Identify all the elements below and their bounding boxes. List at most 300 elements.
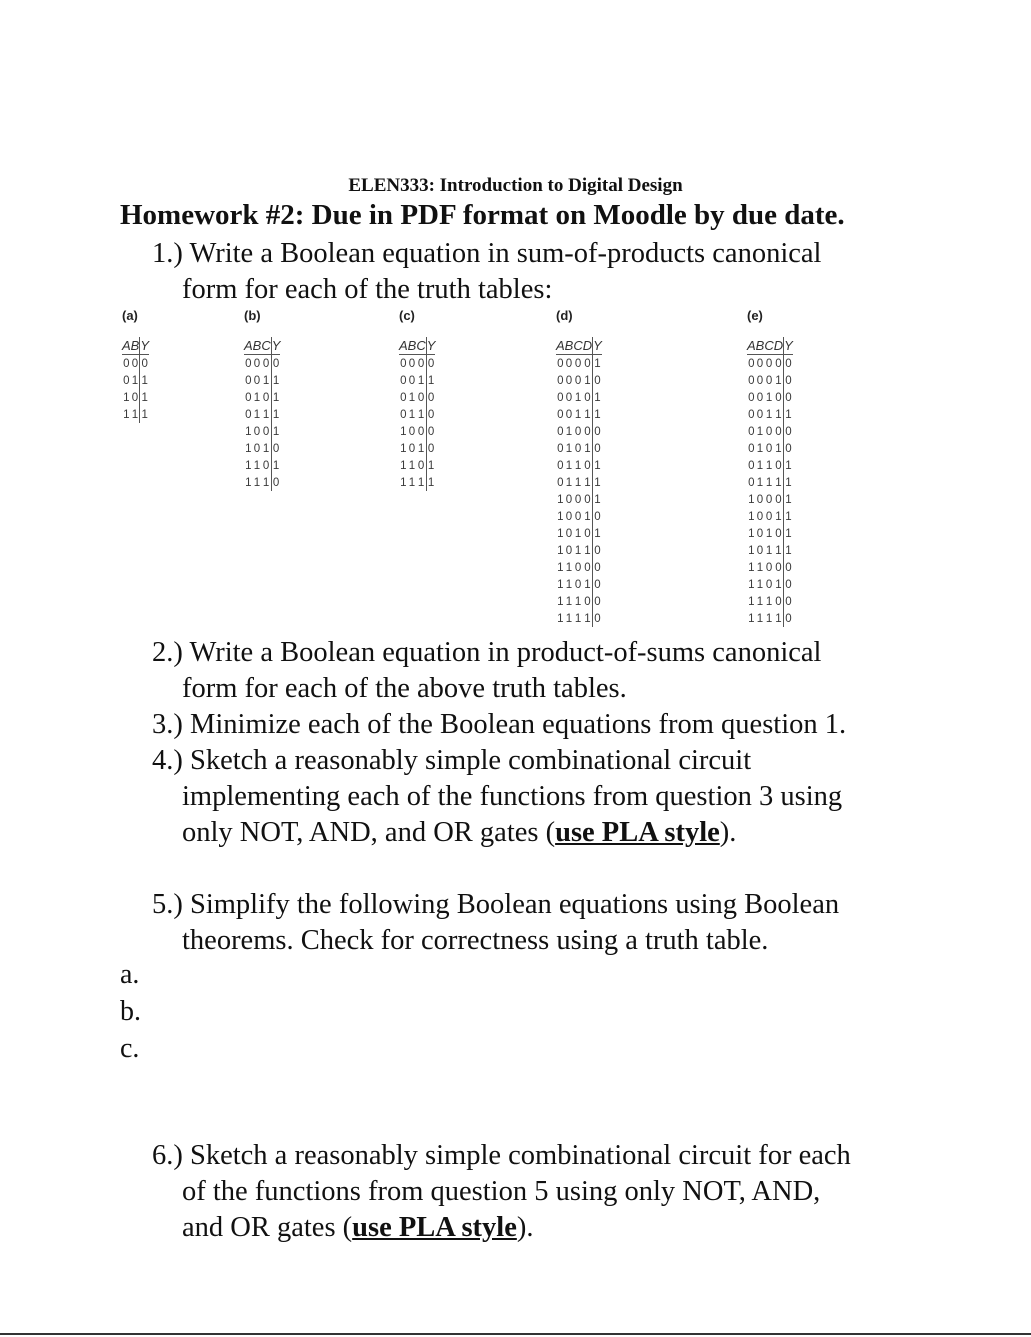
output-cell: 1: [593, 491, 602, 508]
input-cell: 1: [574, 391, 582, 404]
input-cell: 0: [565, 544, 573, 557]
subitem-a: a.: [120, 959, 140, 990]
input-cell: 0: [400, 391, 407, 404]
input-cell: 1: [756, 561, 764, 574]
input-cell: 0: [574, 561, 582, 574]
input-cell: 1: [557, 510, 564, 523]
input-cell: 1: [557, 544, 564, 557]
input-cell: 0: [262, 459, 270, 472]
question-5-line-1: 5.) Simplify the following Boolean equations using Boolean: [152, 889, 840, 920]
column-header: C: [261, 338, 271, 353]
table-row: [399, 389, 435, 406]
table-row: [556, 389, 602, 406]
table-row: [122, 355, 149, 373]
input-cell: 0: [417, 391, 425, 404]
input-cell: 0: [123, 357, 130, 370]
input-cell: 0: [584, 493, 591, 506]
input-cell: 0: [765, 510, 773, 523]
input-cell: 0: [565, 510, 573, 523]
input-cell: 1: [775, 476, 782, 489]
input-cell: 1: [565, 612, 573, 625]
output-cell: 1: [784, 491, 793, 508]
column-header: C: [764, 338, 774, 353]
input-cell: 0: [417, 459, 425, 472]
output-cell: 0: [784, 372, 793, 389]
output-cell: 0: [271, 474, 280, 491]
input-cell: 1: [584, 476, 591, 489]
output-cell: 1: [784, 508, 793, 525]
input-cell: 1: [408, 391, 416, 404]
column-header: B: [252, 338, 262, 353]
table-row: [122, 389, 149, 406]
table-row: [747, 474, 793, 491]
input-cell: 0: [584, 595, 591, 608]
table-row: [244, 457, 280, 474]
input-cell: 0: [565, 408, 573, 421]
input-cell: 0: [400, 374, 407, 387]
truth-table-grid: [556, 337, 602, 627]
truth-table-label: (d): [556, 308, 573, 323]
output-cell: 1: [593, 406, 602, 423]
input-cell: 1: [408, 408, 416, 421]
input-cell: 1: [748, 612, 755, 625]
truth-table-label: (e): [747, 308, 763, 323]
input-cell: 0: [756, 493, 764, 506]
input-cell: 0: [408, 374, 416, 387]
input-cell: 0: [765, 493, 773, 506]
input-cell: 0: [775, 493, 782, 506]
table-row: [556, 508, 602, 525]
input-cell: 1: [262, 374, 270, 387]
input-cell: 1: [765, 544, 773, 557]
input-cell: 0: [574, 425, 582, 438]
truth-table-grid: [747, 337, 793, 627]
truth-table-grid: [244, 337, 280, 491]
input-cell: 0: [123, 374, 130, 387]
input-cell: 1: [565, 425, 573, 438]
output-cell: 0: [593, 559, 602, 576]
column-header: B: [407, 338, 417, 353]
pla-style-emphasis: use PLA style: [352, 1212, 517, 1243]
input-cell: 0: [557, 476, 564, 489]
input-cell: 1: [756, 612, 764, 625]
output-cell: 0: [784, 593, 793, 610]
truth-table-header-row: [747, 337, 793, 355]
input-cell: 0: [253, 374, 261, 387]
input-cell: 0: [748, 459, 755, 472]
input-cell: 0: [574, 510, 582, 523]
page-bottom-divider: [0, 1333, 1031, 1335]
table-row: [747, 559, 793, 576]
table-row: [556, 355, 602, 373]
input-cell: 0: [131, 391, 139, 404]
input-cell: 1: [557, 527, 564, 540]
column-header: D: [582, 338, 593, 353]
input-cell: 1: [584, 510, 591, 523]
input-cell: 1: [245, 476, 252, 489]
input-cell: 1: [756, 476, 764, 489]
column-header: A: [122, 338, 131, 353]
table-row: [747, 406, 793, 423]
input-cell: 0: [765, 442, 773, 455]
question-2-line-1: 2.) Write a Boolean equation in product-of-sums canonical: [152, 637, 822, 668]
table-row: [399, 372, 435, 389]
question-6-line-3: [152, 1210, 851, 1246]
input-cell: 0: [253, 357, 261, 370]
input-cell: 1: [584, 374, 591, 387]
input-cell: 0: [574, 442, 582, 455]
input-cell: 1: [557, 595, 564, 608]
input-cell: 0: [408, 425, 416, 438]
question-5: [152, 887, 839, 959]
input-cell: 0: [584, 425, 591, 438]
truth-table-header-row: [556, 337, 602, 355]
output-column-header: Y: [140, 338, 150, 353]
input-cell: 1: [574, 595, 582, 608]
question-4-line-3: [152, 815, 846, 851]
column-header: D: [773, 338, 784, 353]
input-cell: 0: [775, 357, 782, 370]
output-cell: 1: [593, 355, 602, 373]
input-cell: 0: [400, 408, 407, 421]
output-column-header: Y: [593, 338, 602, 353]
input-cell: 1: [574, 544, 582, 557]
input-cell: 1: [574, 459, 582, 472]
question-2-line-2: form for each of the above truth tables.: [182, 673, 627, 704]
output-cell: 0: [271, 440, 280, 457]
input-cell: 0: [245, 357, 252, 370]
output-cell: 0: [784, 610, 793, 627]
input-cell: 1: [417, 476, 425, 489]
truth-table-label: (a): [122, 308, 138, 323]
input-cell: 0: [584, 391, 591, 404]
input-cell: 1: [584, 578, 591, 591]
output-cell: 1: [593, 474, 602, 491]
table-row: [244, 474, 280, 491]
input-cell: 1: [123, 408, 130, 421]
input-cell: 0: [748, 374, 755, 387]
truth-table-header-row: [244, 337, 280, 355]
input-cell: 0: [565, 391, 573, 404]
input-cell: 1: [131, 408, 139, 421]
input-cell: 1: [253, 391, 261, 404]
table-row: [399, 474, 435, 491]
subitem-b: b.: [120, 996, 141, 1027]
input-cell: 0: [765, 425, 773, 438]
output-cell: 0: [784, 576, 793, 593]
question-6-line-3-text: and OR gates (: [182, 1212, 353, 1243]
input-cell: 1: [775, 442, 782, 455]
input-cell: 1: [123, 391, 130, 404]
subitem-c: c.: [120, 1033, 140, 1064]
output-cell: 0: [426, 406, 435, 423]
input-cell: 0: [262, 425, 270, 438]
input-cell: 1: [748, 578, 755, 591]
output-cell: 1: [593, 389, 602, 406]
input-cell: 1: [765, 459, 773, 472]
input-cell: 1: [408, 459, 416, 472]
output-cell: 1: [784, 406, 793, 423]
column-header: C: [573, 338, 583, 353]
question-6-line-3-end: ).: [516, 1212, 534, 1243]
input-cell: 1: [253, 408, 261, 421]
input-cell: 0: [748, 476, 755, 489]
output-cell: 0: [593, 372, 602, 389]
input-cell: 1: [756, 425, 764, 438]
input-cell: 1: [584, 544, 591, 557]
output-cell: 0: [426, 440, 435, 457]
table-row: [399, 355, 435, 373]
question-1-line-2: form for each of the truth tables:: [182, 274, 553, 305]
column-header: C: [416, 338, 426, 353]
output-cell: 1: [271, 457, 280, 474]
input-cell: 0: [756, 544, 764, 557]
output-cell: 0: [593, 593, 602, 610]
question-6: [152, 1138, 851, 1246]
truth-table-grid: [399, 337, 435, 491]
table-row: [556, 406, 602, 423]
truth-table-header-row: [122, 337, 149, 355]
input-cell: 0: [584, 459, 591, 472]
input-cell: 0: [262, 357, 270, 370]
input-cell: 1: [417, 408, 425, 421]
output-cell: 0: [784, 440, 793, 457]
table-row: [244, 440, 280, 457]
input-cell: 1: [245, 459, 252, 472]
table-row: [556, 542, 602, 559]
output-cell: 1: [784, 474, 793, 491]
output-cell: 0: [593, 508, 602, 525]
input-cell: 1: [756, 459, 764, 472]
input-cell: 1: [775, 544, 782, 557]
input-cell: 0: [775, 459, 782, 472]
input-cell: 1: [557, 493, 564, 506]
table-row: [399, 440, 435, 457]
table-row: [399, 406, 435, 423]
input-cell: 1: [765, 612, 773, 625]
output-cell: 0: [593, 610, 602, 627]
output-column-header: Y: [271, 338, 281, 353]
input-cell: 0: [748, 425, 755, 438]
course-title: ELEN333: Introduction to Digital Design: [348, 175, 683, 196]
table-row: [747, 355, 793, 373]
input-cell: 1: [253, 476, 261, 489]
question-3-line-1: 3.) Minimize each of the Boolean equations from question 1.: [152, 709, 847, 740]
table-row: [122, 406, 149, 423]
output-cell: 1: [140, 389, 149, 406]
input-cell: 1: [565, 476, 573, 489]
table-row: [747, 593, 793, 610]
input-cell: 0: [565, 493, 573, 506]
input-cell: 1: [775, 612, 782, 625]
output-cell: 1: [426, 372, 435, 389]
input-cell: 1: [400, 425, 407, 438]
input-cell: 0: [756, 391, 764, 404]
column-header: A: [747, 338, 756, 353]
column-header: B: [564, 338, 574, 353]
output-cell: 1: [784, 457, 793, 474]
output-cell: 1: [593, 457, 602, 474]
input-cell: 0: [408, 442, 416, 455]
input-cell: 0: [574, 374, 582, 387]
table-row: [244, 355, 280, 373]
pla-style-emphasis: use PLA style: [555, 817, 720, 848]
question-4-line-2: implementing each of the functions from question 3 using: [182, 781, 843, 812]
input-cell: 0: [775, 527, 782, 540]
table-row: [747, 440, 793, 457]
question-6-line-1: 6.) Sketch a reasonably simple combinational circuit for each: [152, 1140, 851, 1171]
input-cell: 0: [748, 408, 755, 421]
input-cell: 0: [253, 442, 261, 455]
table-row: [556, 576, 602, 593]
input-cell: 1: [775, 408, 782, 421]
input-cell: 0: [565, 374, 573, 387]
input-cell: 0: [584, 527, 591, 540]
table-row: [556, 372, 602, 389]
output-cell: 0: [593, 542, 602, 559]
output-cell: 1: [271, 389, 280, 406]
input-cell: 0: [557, 459, 564, 472]
table-row: [747, 542, 793, 559]
input-cell: 1: [557, 612, 564, 625]
question-4-line-3-text: only NOT, AND, and OR gates (: [182, 817, 556, 848]
input-cell: 1: [400, 476, 407, 489]
input-cell: 1: [756, 442, 764, 455]
input-cell: 1: [748, 544, 755, 557]
input-cell: 1: [417, 442, 425, 455]
input-cell: 1: [748, 527, 755, 540]
input-cell: 0: [262, 391, 270, 404]
truth-table-grid: [122, 337, 149, 423]
input-cell: 0: [245, 391, 252, 404]
input-cell: 1: [245, 425, 252, 438]
question-4-line-3-end: ).: [719, 817, 737, 848]
column-header: A: [556, 338, 565, 353]
input-cell: 0: [584, 561, 591, 574]
question-5-line-2: theorems. Check for correctness using a truth table.: [182, 925, 769, 956]
output-cell: 1: [784, 525, 793, 542]
output-cell: 0: [593, 423, 602, 440]
output-cell: 1: [784, 542, 793, 559]
input-cell: 1: [565, 595, 573, 608]
input-cell: 1: [574, 612, 582, 625]
table-row: [747, 457, 793, 474]
output-column-header: Y: [784, 338, 793, 353]
truth-table-label: (b): [244, 308, 261, 323]
question-1-line-1: 1.) Write a Boolean equation in sum-of-products canonical: [152, 238, 822, 269]
output-cell: 0: [426, 355, 435, 373]
output-cell: 1: [271, 423, 280, 440]
table-row: [747, 423, 793, 440]
output-cell: 0: [140, 355, 149, 373]
input-cell: 0: [400, 357, 407, 370]
truth-table-label: (c): [399, 308, 415, 323]
output-cell: 1: [426, 457, 435, 474]
table-row: [556, 525, 602, 542]
input-cell: 1: [748, 493, 755, 506]
input-cell: 0: [557, 374, 564, 387]
table-row: [747, 491, 793, 508]
input-cell: 1: [584, 612, 591, 625]
input-cell: 0: [574, 493, 582, 506]
question-4-line-1: 4.) Sketch a reasonably simple combinational circuit: [152, 745, 752, 776]
input-cell: 0: [765, 578, 773, 591]
input-cell: 1: [565, 561, 573, 574]
input-cell: 1: [565, 459, 573, 472]
column-header: A: [244, 338, 253, 353]
table-row: [244, 389, 280, 406]
question-1: [152, 236, 821, 308]
column-header: A: [399, 338, 408, 353]
input-cell: 1: [765, 527, 773, 540]
input-cell: 1: [245, 442, 252, 455]
input-cell: 0: [574, 357, 582, 370]
output-cell: 0: [271, 355, 280, 373]
input-cell: 1: [748, 510, 755, 523]
input-cell: 1: [748, 561, 755, 574]
output-cell: 0: [784, 355, 793, 373]
input-cell: 0: [417, 425, 425, 438]
input-cell: 0: [557, 442, 564, 455]
table-row: [556, 440, 602, 457]
input-cell: 0: [557, 425, 564, 438]
input-cell: 0: [557, 408, 564, 421]
input-cell: 0: [765, 374, 773, 387]
input-cell: 1: [584, 408, 591, 421]
input-cell: 1: [775, 374, 782, 387]
input-cell: 0: [756, 357, 764, 370]
input-cell: 0: [756, 527, 764, 540]
input-cell: 0: [748, 442, 755, 455]
output-cell: 0: [593, 440, 602, 457]
column-header: B: [130, 338, 140, 353]
input-cell: 0: [557, 391, 564, 404]
input-cell: 1: [400, 459, 407, 472]
input-cell: 0: [765, 357, 773, 370]
input-cell: 1: [262, 476, 270, 489]
output-cell: 1: [271, 406, 280, 423]
table-row: [747, 610, 793, 627]
table-row: [556, 423, 602, 440]
input-cell: 0: [765, 561, 773, 574]
homework-title: Homework #2: Due in PDF format on Moodle by due date.: [120, 199, 845, 231]
input-cell: 0: [131, 357, 139, 370]
input-cell: 1: [765, 408, 773, 421]
input-cell: 1: [557, 561, 564, 574]
table-row: [556, 593, 602, 610]
input-cell: 1: [765, 595, 773, 608]
truth-table-header-row: [399, 337, 435, 355]
table-row: [747, 525, 793, 542]
input-cell: 1: [400, 442, 407, 455]
table-row: [556, 491, 602, 508]
column-header: B: [755, 338, 765, 353]
table-row: [244, 423, 280, 440]
table-row: [556, 457, 602, 474]
input-cell: 0: [775, 391, 782, 404]
table-row: [244, 372, 280, 389]
input-cell: 1: [756, 595, 764, 608]
output-column-header: Y: [426, 338, 436, 353]
input-cell: 0: [748, 391, 755, 404]
input-cell: 1: [756, 578, 764, 591]
table-row: [399, 457, 435, 474]
input-cell: 1: [765, 476, 773, 489]
output-cell: 1: [140, 406, 149, 423]
output-cell: 1: [271, 372, 280, 389]
input-cell: 1: [574, 476, 582, 489]
output-cell: 0: [784, 423, 793, 440]
